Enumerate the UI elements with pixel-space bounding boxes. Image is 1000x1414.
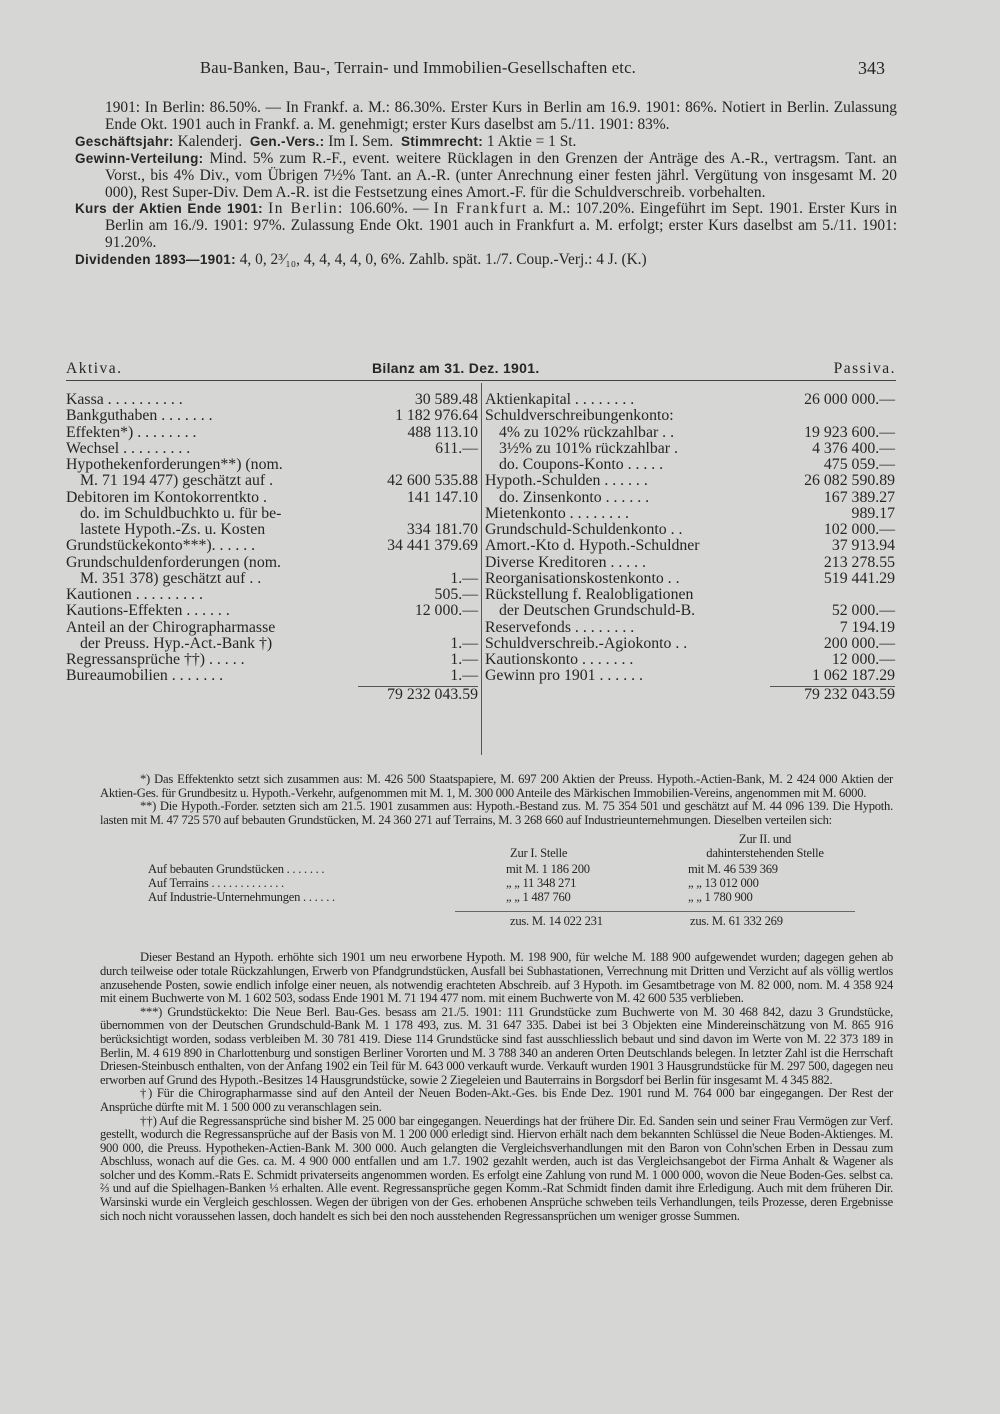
- aktiva-heading: Aktiva.: [66, 360, 123, 377]
- balance-row-value: 1 062 187.29: [812, 667, 895, 685]
- balance-row-label: Kautions-Effekten . . . . . .: [66, 603, 230, 620]
- balance-row-value: 1.—: [450, 651, 478, 668]
- balance-row-label: der Deutschen Grundschuld-B.: [499, 603, 696, 620]
- aktiva-column: [66, 392, 478, 703]
- distribution-v1: „ „ 1 487 760: [506, 890, 571, 905]
- balance-row-value: [358, 457, 478, 473]
- course-1901-paragraph: 1901: In Berlin: 86.50%. — In Frankf. a. M.: 86.30%. Erster Kurs in Berlin am 16.9. 1901: 86%. Notiert in Berlin. Zulassung Ende Okt. 1901 auch in Frankf. a. M. genehmigt; erster Kurs daselbst am 5./11. 1901: 83%.: [105, 99, 897, 133]
- balance-row-label: Diverse Kreditoren . . . . .: [485, 554, 646, 571]
- balance-total: 79 232 043.59: [770, 686, 895, 703]
- col-header-second-rank-line2: dahinterstehenden Stelle: [706, 845, 824, 860]
- balance-row: [66, 620, 478, 636]
- balance-row-value: 4 376 400.—: [812, 439, 895, 457]
- fiscal-info-paragraph: [75, 134, 897, 151]
- balance-row-value: 26 000 000.—: [804, 391, 895, 408]
- sum-rule: [455, 911, 855, 912]
- balance-row: [66, 571, 478, 587]
- balance-row: [66, 652, 478, 668]
- balance-row-label: Gewinn pro 1901 . . . . . .: [485, 668, 643, 685]
- running-header: Bau-Banken, Bau-, Terrain- und Immobilien-Gesellschaften etc.: [200, 58, 636, 77]
- balance-row-value: 42 600 535.88: [387, 472, 478, 490]
- kurs-frankfurt-text: a. M.: 107.20%. Eingeführt im Sept. 1901. Erster Kurs in Berlin am 16./9. 1901: 97%. Zulassung Ende Okt. 1901 auch in Frankfurt a. M. erfolgt; erster Kurs daselbst am 5./11. 1901: 91.20%.: [105, 200, 898, 252]
- balance-row-value: [358, 506, 478, 522]
- balance-row-value: 989.17: [851, 504, 895, 522]
- balance-row-value: 1.—: [450, 634, 478, 652]
- distribution-label: Auf bebauten Grundstücken . . . . . . .: [148, 862, 325, 877]
- distribution-v1: mit M. 1 186 200: [506, 862, 590, 877]
- balance-row-label: Hypothekenforderungen**) (nom.: [66, 457, 283, 473]
- balance-row: [66, 490, 478, 506]
- balance-row: [66, 587, 478, 603]
- value-gen-vers: Im I. Sem.: [328, 132, 394, 150]
- balance-row: [66, 441, 478, 457]
- balance-row: [485, 506, 895, 522]
- share-price-paragraph: [75, 201, 897, 252]
- balance-row-value: 12 000.—: [831, 651, 895, 668]
- balance-row-label: Regressansprüche ††) . . . . .: [66, 652, 245, 668]
- balance-row-value: 488 113.10: [407, 423, 478, 441]
- balance-row: [485, 457, 895, 473]
- balance-row-value: 611.—: [435, 439, 478, 457]
- balance-row-label: Reservefonds . . . . . . . .: [485, 619, 635, 636]
- balance-row-value: [770, 408, 895, 424]
- balance-row: [485, 587, 895, 603]
- col-header-second-rank-line1: Zur II. und: [738, 832, 792, 847]
- total-second-rank: zus. M. 61 332 269: [690, 914, 783, 929]
- balance-row-value: [358, 555, 478, 571]
- value-gewinn-verteilung: Mind. 5% zum R.-F., event. weitere Rücklagen in den Grenzen der Anträge des A.-R., vertragsm. Tant. an Vorst., bis 4% Div., vom Übrigen 7½% Tant. an A.-R. (unter Anrechnung einer festen jährl. Vergütung von insgesamt M. 20 000), Rest Super-Div. Dem A.-R. ist die Festsetzung eines Amort.-F. für die Schuldverschreib. vorbehalten.: [105, 149, 897, 201]
- balance-row-value: 52 000.—: [831, 602, 895, 620]
- balance-row-label: Debitoren im Kontokorrentkto .: [66, 489, 267, 506]
- footnote-effekten: *) Das Effektenkto setzt sich zusammen aus: M. 426 500 Staatspapiere, M. 697 200 Aktien der Preuss. Hypoth.-Actien-Bank, M. 2 424 000 Aktien der Aktien-Ges. für Grundbesitz u. Hypoth.-Verkehr, aufgenommen mit M. 1, M. 300 000 Anteile des Märkischen Immobilien-Vereins, angenommen mit M. 6000.: [100, 772, 893, 800]
- profit-distribution-paragraph: [75, 151, 897, 202]
- balance-row: [485, 555, 895, 571]
- balance-row: [485, 425, 895, 441]
- balance-row: [66, 603, 478, 619]
- balance-row: [485, 408, 895, 424]
- balance-row-label: lastete Hypoth.-Zs. u. Kosten: [80, 522, 266, 538]
- balance-row-value: 102 000.—: [823, 521, 895, 538]
- balance-row: [66, 538, 478, 554]
- footnote-hypoth-continued: Dieser Bestand an Hypoth. erhöhte sich 1901 um neu erworbene Hypoth. M. 198 900, für welche M. 188 900 aufgewendet wurden; dagegen gehen ab durch teilweise oder totale Rückzahlungen, Erwerb von Pfandgrundstücken, Ausfall bei Subhastationen, Verrechnung mit Dritten und Verzicht auf als völlig wertlos anzusehende Posten, sowie endlich infolge einer neuen, als notwendig erachteten Abschreib. auf 3 Hypoth. im Gesamtbetrage von M. 82 000, nom. M. 4 358 924 mit einem Buchwerte von M. 1 602 503, sodass Ende 1901 M. 71 194 477 nom. mit einem Buchwerte von M. 42 600 535 verblieben.: [100, 950, 893, 1006]
- balance-row-label: Schuldverschreibungenkonto:: [485, 408, 674, 425]
- balance-total: 79 232 043.59: [358, 686, 478, 703]
- balance-row: [485, 490, 895, 506]
- label-kurs: Kurs der Aktien Ende 1901:: [75, 201, 263, 217]
- balance-row-value: 30 589.48: [414, 391, 478, 408]
- balance-row-label: Kautionskonto . . . . . . .: [485, 652, 634, 668]
- balance-row: [66, 408, 478, 424]
- balance-row-label: Schuldverschreib.-Agiokonto . .: [485, 635, 688, 652]
- balance-row: [66, 473, 478, 489]
- kurs-berlin-value: 106.60%. —: [348, 200, 429, 218]
- label-gewinn-verteilung: Gewinn-Verteilung:: [75, 150, 204, 166]
- balance-row: [485, 636, 895, 652]
- distribution-v2: mit M. 46 539 369: [688, 862, 778, 877]
- label-stimmrecht: Stimmrecht:: [400, 133, 484, 149]
- balance-row-label: 4% zu 102% rückzahlbar . .: [499, 424, 675, 441]
- distribution-v2: „ „ 13 012 000: [688, 876, 759, 891]
- balance-row-label: Grundschuld-Schuldenkonto . .: [485, 522, 683, 538]
- balance-row: [66, 457, 478, 473]
- value-geschaeftsjahr: Kalenderj.: [177, 132, 243, 150]
- balance-title: Bilanz am 31. Dez. 1901.: [372, 360, 540, 376]
- balance-row-value: 167 389.27: [823, 488, 895, 506]
- balance-row-label: Wechsel . . . . . . . . .: [66, 440, 191, 457]
- balance-row: [66, 555, 478, 571]
- balance-row: [66, 522, 478, 538]
- balance-row-label: 3½% zu 101% rückzahlbar .: [499, 440, 678, 457]
- balance-row-value: 19 923 600.—: [804, 423, 895, 441]
- balance-row: [485, 620, 895, 636]
- value-dividenden: 4, 0, 2³⁄₁₀, 4, 4, 4, 4, 0, 6%. Zahlb. spät. 1./7. Coup.-Verj.: 4 J. (K.): [239, 251, 647, 269]
- balance-row-label: Rückstellung f. Realobligationen: [485, 587, 694, 603]
- balance-total-row: [66, 685, 478, 703]
- balance-row-label: Grundschuldenforderungen (nom.: [66, 554, 281, 571]
- balance-row: [66, 425, 478, 441]
- spacer: [66, 685, 358, 703]
- passiva-heading: Passiva.: [833, 360, 896, 377]
- hypoth-distribution-table: [100, 833, 893, 943]
- footnotes: [100, 773, 893, 1223]
- kurs-frankfurt-label: In Frankfurt: [433, 200, 528, 218]
- balance-row-label: Bureaumobilien . . . . . . .: [66, 668, 224, 685]
- balance-row-label: Aktienkapital . . . . . . . .: [485, 392, 635, 408]
- distribution-label: Auf Terrains . . . . . . . . . . . . .: [148, 876, 284, 891]
- page-number: 343: [858, 58, 885, 78]
- distribution-v1: „ „ 11 348 271: [506, 876, 577, 891]
- balance-row-label: Mietenkonto . . . . . . . .: [485, 505, 629, 522]
- col-header-first-rank: Zur I. Stelle: [510, 846, 568, 861]
- balance-row-label: Anteil an der Chirographarmasse: [66, 619, 276, 636]
- balance-row: [485, 392, 895, 408]
- company-info: [75, 100, 897, 269]
- balance-row: [485, 522, 895, 538]
- balance-row-label: Bankguthaben . . . . . . .: [66, 408, 213, 425]
- value-stimmrecht: 1 Aktie = 1 St.: [486, 132, 577, 150]
- balance-row-label: do. Zinsenkonto . . . . . .: [499, 489, 650, 506]
- balance-row-value: 34 441 379.69: [387, 537, 478, 555]
- balance-row-label: do. Coupons-Konto . . . . .: [499, 457, 664, 473]
- passiva-column: [485, 392, 895, 703]
- balance-divider: [481, 383, 482, 755]
- balance-row: [485, 441, 895, 457]
- total-first-rank: zus. M. 14 022 231: [510, 914, 603, 929]
- balance-row-label: Hypoth.-Schulden . . . . . .: [485, 473, 648, 490]
- balance-row-value: 12 000.—: [414, 602, 478, 620]
- label-gen-vers: Gen.-Vers.:: [249, 133, 325, 149]
- dividends-paragraph: [75, 252, 897, 269]
- balance-row-label: Effekten*) . . . . . . . .: [66, 424, 197, 441]
- balance-row: [485, 538, 895, 554]
- distribution-v2: „ „ 1 780 900: [688, 890, 753, 905]
- balance-row-value: 1 182 976.64: [395, 407, 478, 425]
- footnote-regress: ††) Auf die Regressansprüche sind bisher M. 25 000 bar eingegangen. Neuerdings hat der frühere Dir. Ed. Sanden sein und seiner Frau Vermögen zur Verf. gestellt, wodurch die Regressansprüche auf der Basis von M. 1 200 000 erledigt sind. Hiervon erhält nach dem bekannten Schlüssel die Neue Boden-Aktienges. M. 900 000, die Preuss. Hypotheken-Actien-Bank M. 300 000. Auch gelangten die Vergleichsverhandlungen mit den Baron von Cohn'schen Erben in Dessau zum Abschluss, wonach auf die Ges. ca. M. 4 900 000 entfallen und am 1.7. 1902 gezahlt werden, auch ist das Vergleichsangebot der Firma Anhalt & Wagener als solcher und des Komm.-Rats E. Schmidt privaterseits angenommen worden. Es erfolgt eine Zahlung von rund M. 1 000 000, wovon die Neue Boden-Ges. selbst ca. ⅔ und auf die Spielhagen-Banken ⅓ erhalten. Alle event. Regressansprüche gegen Komm.-Rat Schmidt finden damit ihre Erledigung. Auch mit dem früheren Dir. Warsinski wurde ein Vergleich geschlossen. Wegen der übrigen von der Ges. erhobenen Ansprüche schweben teils Verhandlungen, teils Prozesse, deren Ergebnisse sich noch nicht voraussehen lassen, doch handelt es sich bei den noch ausstehenden Regressansprüchen um weniger grosse Summen.: [100, 1113, 893, 1223]
- balance-row: [485, 603, 895, 619]
- kurs-berlin-label: In Berlin:: [268, 200, 344, 218]
- label-dividenden: Dividenden 1893—1901:: [75, 252, 236, 268]
- balance-row-value: 200 000.—: [823, 634, 895, 652]
- balance-row: [485, 652, 895, 668]
- balance-row-value: 7 194.19: [839, 618, 895, 636]
- distribution-label: Auf Industrie-Unternehmungen . . . . . .: [148, 890, 335, 905]
- balance-row-label: der Preuss. Hyp.-Act.-Bank †): [80, 635, 273, 652]
- balance-top-rule: [66, 380, 896, 381]
- balance-row-value: 26 082 590.89: [804, 472, 895, 490]
- balance-row-value: 1.—: [450, 569, 478, 587]
- spacer: [485, 685, 770, 703]
- balance-row-value: 475 059.—: [823, 456, 895, 473]
- balance-row-value: [770, 587, 895, 603]
- balance-row: [66, 636, 478, 652]
- balance-row: [66, 506, 478, 522]
- balance-row-value: 37 913.94: [831, 537, 895, 555]
- balance-row: [485, 473, 895, 489]
- balance-row-label: Kassa . . . . . . . . . .: [66, 392, 183, 408]
- balance-row-value: 141 147.10: [406, 488, 478, 506]
- balance-row-label: Grundstückekonto***). . . . . .: [66, 538, 256, 555]
- balance-row: [485, 571, 895, 587]
- balance-total-row: [485, 685, 895, 703]
- balance-row-label: Amort.-Kto d. Hypoth.-Schuldner: [485, 538, 700, 555]
- balance-row-value: 213 278.55: [823, 553, 895, 571]
- footnote-grundstuecke: ***) Grundstückekto: Die Neue Berl. Bau-Ges. besass am 21./5. 1901: 111 Grundstücke zum Buchwerte von M. 30 468 842, dazu 3 Grundstücke, übernommen von der Deutschen Grundschuld-Bank M. 1 178 493, zus. M. 31 647 335. Dabei ist bei 3 Objekten eine Mindereinschätzung von M. 865 916 berücksichtigt worden, sodass verbleiben M. 30 781 419. Diese 114 Grundstücke sind fast ausschliesslich bebaut und sind davon im Werte von M. 22 373 189 in Berlin, M. 4 619 890 in Charlottenburg und sonstigen Berliner Vororten und M. 3 788 340 an anderen Orten Deutschlands belegen. In letzter Zahl ist die Herrschaft Driesen-Steinbusch enthalten, von der Anfang 1902 ein Teil für M. 643 000 verkauft wurde. Verkauft wurden 1901 3 Hausgrundstücke für M. 297 500, dagegen neu erworben auf Grund des Hypoth.-Besitzes 14 Hausgrundstücke, sowie 2 Ziegeleien und Bauterrains in Borgsdorf bei Berlin für insgesamt M. 4 345 882.: [100, 1004, 893, 1087]
- balance-row: [485, 668, 895, 684]
- balance-row: [66, 392, 478, 408]
- footnote-chirograph: †) Für die Chirographarmasse sind auf den Anteil der Neuen Boden-Akt.-Ges. bis Ende Dez. 1901 rund M. 764 000 bar eingegangen. Der Rest der Ansprüche dürfte mit M. 1 500 000 zu veranschlagen sein.: [100, 1086, 893, 1114]
- balance-row: [66, 668, 478, 684]
- balance-row-value: 1.—: [450, 667, 478, 685]
- balance-row-value: 519 441.29: [823, 569, 895, 587]
- label-geschaeftsjahr: Geschäftsjahr:: [75, 133, 174, 149]
- balance-row-label: M. 351 378) geschätzt auf . .: [80, 570, 262, 587]
- balance-row-label: M. 71 194 477) geschätzt auf .: [80, 473, 274, 490]
- balance-row-label: Kautionen . . . . . . . . .: [66, 587, 203, 603]
- balance-row-value: 505.—: [434, 586, 478, 603]
- balance-row-label: Reorganisationskostenkonto . .: [485, 570, 680, 587]
- balance-row-value: 334 181.70: [406, 521, 478, 538]
- balance-row-label: do. im Schuldbuchkto u. für be-: [80, 505, 282, 522]
- footnote-hypoth: **) Die Hypoth.-Forder. setzten sich am 21.5. 1901 zusammen aus: Hypoth.-Bestand zus. M. 75 354 501 und geschätzt auf M. 44 096 139. Die Hypoth. lasten mit M. 47 725 570 auf bebauten Grundstücken, M. 24 360 271 auf Terrains, M. 3 268 660 auf Industrieunternehmungen. Dieselben verteilen sich:: [100, 799, 893, 827]
- col-header-second-rank: [670, 833, 860, 860]
- balance-row-value: [358, 620, 478, 636]
